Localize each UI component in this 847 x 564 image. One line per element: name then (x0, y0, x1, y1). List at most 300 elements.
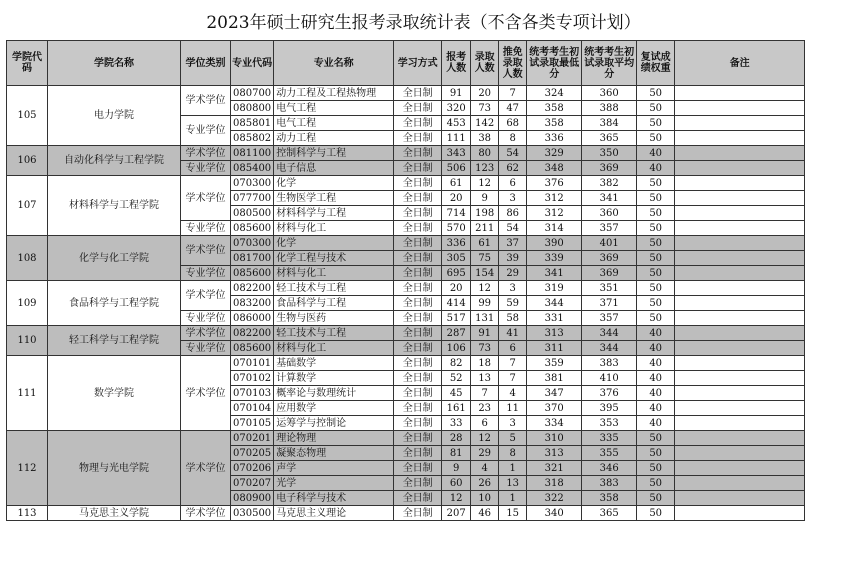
header-cell: 专业代码 (231, 41, 274, 86)
applicants-cell: 336 (442, 236, 471, 251)
retest-weight-cell: 50 (637, 461, 675, 476)
major-code-cell: 081700 (231, 251, 274, 266)
degree-type-cell: 学术学位 (181, 356, 231, 431)
retest-weight-cell: 40 (637, 341, 675, 356)
min-score-cell: 344 (527, 296, 582, 311)
major-name-cell: 材料与化工 (274, 341, 394, 356)
major-name-cell: 声学 (274, 461, 394, 476)
recommended-cell: 7 (499, 86, 527, 101)
min-score-cell: 347 (527, 386, 582, 401)
admitted-cell: 10 (471, 491, 499, 506)
major-code-cell: 070205 (231, 446, 274, 461)
applicants-cell: 207 (442, 506, 471, 521)
avg-score-cell: 358 (582, 491, 637, 506)
major-code-cell: 070103 (231, 386, 274, 401)
study-mode-cell: 全日制 (394, 146, 442, 161)
header-cell: 学院名称 (48, 41, 181, 86)
major-code-cell: 070300 (231, 176, 274, 191)
admission-table (6, 40, 805, 521)
recommended-cell: 3 (499, 281, 527, 296)
study-mode-cell: 全日制 (394, 176, 442, 191)
applicants-cell: 343 (442, 146, 471, 161)
admitted-cell: 99 (471, 296, 499, 311)
retest-weight-cell: 40 (637, 416, 675, 431)
major-name-cell: 材料与化工 (274, 221, 394, 236)
table-row (7, 176, 805, 191)
admitted-cell: 12 (471, 281, 499, 296)
min-score-cell: 313 (527, 326, 582, 341)
note-cell (675, 191, 805, 206)
min-score-cell: 319 (527, 281, 582, 296)
avg-score-cell: 388 (582, 101, 637, 116)
table-row (7, 236, 805, 251)
major-code-cell: 080800 (231, 101, 274, 116)
note-cell (675, 401, 805, 416)
major-name-cell: 应用数学 (274, 401, 394, 416)
applicants-cell: 106 (442, 341, 471, 356)
header-cell: 学习方式 (394, 41, 442, 86)
retest-weight-cell: 50 (637, 176, 675, 191)
admitted-cell: 4 (471, 461, 499, 476)
applicants-cell: 506 (442, 161, 471, 176)
major-name-cell: 马克思主义理论 (274, 506, 394, 521)
avg-score-cell: 360 (582, 86, 637, 101)
min-score-cell: 313 (527, 446, 582, 461)
major-code-cell: 085600 (231, 221, 274, 236)
major-code-cell: 070105 (231, 416, 274, 431)
study-mode-cell: 全日制 (394, 416, 442, 431)
degree-type-cell: 学术学位 (181, 86, 231, 116)
applicants-cell: 91 (442, 86, 471, 101)
admitted-cell: 38 (471, 131, 499, 146)
applicants-cell: 695 (442, 266, 471, 281)
avg-score-cell: 357 (582, 221, 637, 236)
admitted-cell: 142 (471, 116, 499, 131)
recommended-cell: 6 (499, 341, 527, 356)
major-code-cell: 085600 (231, 341, 274, 356)
recommended-cell: 8 (499, 131, 527, 146)
min-score-cell: 314 (527, 221, 582, 236)
retest-weight-cell: 40 (637, 356, 675, 371)
applicants-cell: 453 (442, 116, 471, 131)
retest-weight-cell: 50 (637, 86, 675, 101)
college-code-cell: 112 (7, 431, 48, 506)
major-code-cell: 070104 (231, 401, 274, 416)
min-score-cell: 329 (527, 146, 582, 161)
retest-weight-cell: 50 (637, 221, 675, 236)
study-mode-cell: 全日制 (394, 161, 442, 176)
degree-type-cell: 专业学位 (181, 221, 231, 236)
retest-weight-cell: 40 (637, 161, 675, 176)
major-name-cell: 概率论与数理统计 (274, 386, 394, 401)
major-name-cell: 电气工程 (274, 116, 394, 131)
retest-weight-cell: 50 (637, 476, 675, 491)
admitted-cell: 131 (471, 311, 499, 326)
note-cell (675, 161, 805, 176)
min-score-cell: 358 (527, 116, 582, 131)
major-name-cell: 光学 (274, 476, 394, 491)
major-name-cell: 化学工程与技术 (274, 251, 394, 266)
recommended-cell: 11 (499, 401, 527, 416)
study-mode-cell: 全日制 (394, 101, 442, 116)
min-score-cell: 324 (527, 86, 582, 101)
college-code-cell: 108 (7, 236, 48, 281)
degree-type-cell: 学术学位 (181, 176, 231, 221)
avg-score-cell: 376 (582, 386, 637, 401)
note-cell (675, 281, 805, 296)
major-name-cell: 电子信息 (274, 161, 394, 176)
table-row (7, 356, 805, 371)
note-cell (675, 206, 805, 221)
admitted-cell: 6 (471, 416, 499, 431)
note-cell (675, 86, 805, 101)
min-score-cell: 312 (527, 191, 582, 206)
avg-score-cell: 357 (582, 311, 637, 326)
admitted-cell: 46 (471, 506, 499, 521)
applicants-cell: 33 (442, 416, 471, 431)
avg-score-cell: 365 (582, 131, 637, 146)
recommended-cell: 15 (499, 506, 527, 521)
header-cell: 统考考生初试录取最低分 (527, 41, 582, 86)
recommended-cell: 13 (499, 476, 527, 491)
applicants-cell: 12 (442, 491, 471, 506)
major-code-cell: 082200 (231, 326, 274, 341)
note-cell (675, 371, 805, 386)
note-cell (675, 326, 805, 341)
major-name-cell: 运筹学与控制论 (274, 416, 394, 431)
table-row (7, 431, 805, 446)
major-code-cell: 080500 (231, 206, 274, 221)
min-score-cell: 312 (527, 206, 582, 221)
major-name-cell: 计算数学 (274, 371, 394, 386)
major-code-cell: 070201 (231, 431, 274, 446)
avg-score-cell: 384 (582, 116, 637, 131)
note-cell (675, 116, 805, 131)
recommended-cell: 39 (499, 251, 527, 266)
note-cell (675, 266, 805, 281)
avg-score-cell: 410 (582, 371, 637, 386)
major-code-cell: 070206 (231, 461, 274, 476)
retest-weight-cell: 40 (637, 401, 675, 416)
degree-type-cell: 专业学位 (181, 341, 231, 356)
major-code-cell: 085600 (231, 266, 274, 281)
avg-score-cell: 369 (582, 266, 637, 281)
admitted-cell: 7 (471, 386, 499, 401)
admitted-cell: 26 (471, 476, 499, 491)
note-cell (675, 386, 805, 401)
college-name-cell: 轻工科学与工程学院 (48, 326, 181, 356)
major-code-cell: 085400 (231, 161, 274, 176)
avg-score-cell: 351 (582, 281, 637, 296)
major-code-cell: 070300 (231, 236, 274, 251)
major-name-cell: 电气工程 (274, 101, 394, 116)
college-code-cell: 110 (7, 326, 48, 356)
degree-type-cell: 专业学位 (181, 311, 231, 326)
major-code-cell: 081100 (231, 146, 274, 161)
applicants-cell: 111 (442, 131, 471, 146)
applicants-cell: 20 (442, 281, 471, 296)
study-mode-cell: 全日制 (394, 431, 442, 446)
header-cell: 复试成绩权重 (637, 41, 675, 86)
study-mode-cell: 全日制 (394, 446, 442, 461)
college-code-cell: 105 (7, 86, 48, 146)
recommended-cell: 37 (499, 236, 527, 251)
avg-score-cell: 369 (582, 251, 637, 266)
college-name-cell: 物理与光电学院 (48, 431, 181, 506)
note-cell (675, 446, 805, 461)
table-row (7, 86, 805, 101)
major-name-cell: 基础数学 (274, 356, 394, 371)
note-cell (675, 311, 805, 326)
avg-score-cell: 383 (582, 356, 637, 371)
study-mode-cell: 全日制 (394, 326, 442, 341)
header-cell: 专业名称 (274, 41, 394, 86)
admitted-cell: 198 (471, 206, 499, 221)
header-cell: 统考考生初试录取平均分 (582, 41, 637, 86)
admitted-cell: 61 (471, 236, 499, 251)
college-name-cell: 食品科学与工程学院 (48, 281, 181, 326)
retest-weight-cell: 50 (637, 131, 675, 146)
admitted-cell: 12 (471, 431, 499, 446)
major-name-cell: 动力工程 (274, 131, 394, 146)
admitted-cell: 13 (471, 371, 499, 386)
header-cell: 推免录取人数 (499, 41, 527, 86)
admitted-cell: 73 (471, 101, 499, 116)
major-code-cell: 070101 (231, 356, 274, 371)
retest-weight-cell: 40 (637, 326, 675, 341)
admitted-cell: 91 (471, 326, 499, 341)
retest-weight-cell: 50 (637, 281, 675, 296)
study-mode-cell: 全日制 (394, 296, 442, 311)
min-score-cell: 359 (527, 356, 582, 371)
avg-score-cell: 371 (582, 296, 637, 311)
recommended-cell: 3 (499, 416, 527, 431)
min-score-cell: 336 (527, 131, 582, 146)
min-score-cell: 310 (527, 431, 582, 446)
study-mode-cell: 全日制 (394, 371, 442, 386)
recommended-cell: 5 (499, 431, 527, 446)
note-cell (675, 356, 805, 371)
applicants-cell: 52 (442, 371, 471, 386)
major-name-cell: 生物与医药 (274, 311, 394, 326)
applicants-cell: 45 (442, 386, 471, 401)
retest-weight-cell: 40 (637, 146, 675, 161)
min-score-cell: 348 (527, 161, 582, 176)
note-cell (675, 176, 805, 191)
degree-type-cell: 学术学位 (181, 431, 231, 506)
degree-type-cell: 学术学位 (181, 236, 231, 266)
admitted-cell: 12 (471, 176, 499, 191)
note-cell (675, 341, 805, 356)
note-cell (675, 131, 805, 146)
avg-score-cell: 350 (582, 146, 637, 161)
retest-weight-cell: 50 (637, 266, 675, 281)
min-score-cell: 370 (527, 401, 582, 416)
recommended-cell: 1 (499, 491, 527, 506)
major-code-cell: 070102 (231, 371, 274, 386)
college-name-cell: 自动化科学与工程学院 (48, 146, 181, 176)
recommended-cell: 68 (499, 116, 527, 131)
study-mode-cell: 全日制 (394, 221, 442, 236)
admitted-cell: 154 (471, 266, 499, 281)
retest-weight-cell: 40 (637, 371, 675, 386)
major-code-cell: 082200 (231, 281, 274, 296)
applicants-cell: 20 (442, 191, 471, 206)
major-name-cell: 理论物理 (274, 431, 394, 446)
avg-score-cell: 369 (582, 161, 637, 176)
college-code-cell: 109 (7, 281, 48, 326)
major-name-cell: 凝聚态物理 (274, 446, 394, 461)
retest-weight-cell: 50 (637, 431, 675, 446)
min-score-cell: 358 (527, 101, 582, 116)
min-score-cell: 334 (527, 416, 582, 431)
min-score-cell: 318 (527, 476, 582, 491)
study-mode-cell: 全日制 (394, 401, 442, 416)
admitted-cell: 211 (471, 221, 499, 236)
study-mode-cell: 全日制 (394, 206, 442, 221)
recommended-cell: 7 (499, 371, 527, 386)
note-cell (675, 146, 805, 161)
note-cell (675, 251, 805, 266)
min-score-cell: 322 (527, 491, 582, 506)
retest-weight-cell: 50 (637, 446, 675, 461)
admitted-cell: 29 (471, 446, 499, 461)
min-score-cell: 311 (527, 341, 582, 356)
table-row (7, 506, 805, 521)
college-name-cell: 材料科学与工程学院 (48, 176, 181, 236)
major-name-cell: 控制科学与工程 (274, 146, 394, 161)
recommended-cell: 54 (499, 146, 527, 161)
major-name-cell: 电子科学与技术 (274, 491, 394, 506)
recommended-cell: 54 (499, 221, 527, 236)
avg-score-cell: 335 (582, 431, 637, 446)
applicants-cell: 320 (442, 101, 471, 116)
study-mode-cell: 全日制 (394, 191, 442, 206)
recommended-cell: 1 (499, 461, 527, 476)
major-name-cell: 动力工程及工程热物理 (274, 86, 394, 101)
avg-score-cell: 346 (582, 461, 637, 476)
admitted-cell: 73 (471, 341, 499, 356)
min-score-cell: 331 (527, 311, 582, 326)
retest-weight-cell: 50 (637, 101, 675, 116)
college-code-cell: 113 (7, 506, 48, 521)
college-name-cell: 马克思主义学院 (48, 506, 181, 521)
applicants-cell: 161 (442, 401, 471, 416)
major-name-cell: 材料与化工 (274, 266, 394, 281)
degree-type-cell: 专业学位 (181, 116, 231, 146)
major-name-cell: 轻工技术与工程 (274, 281, 394, 296)
degree-type-cell: 学术学位 (181, 281, 231, 311)
degree-type-cell: 学术学位 (181, 326, 231, 341)
table-body (7, 86, 805, 521)
study-mode-cell: 全日制 (394, 116, 442, 131)
avg-score-cell: 355 (582, 446, 637, 461)
page-title: 2023年硕士研究生报考录取统计表（不含各类专项计划） (206, 13, 641, 33)
major-code-cell: 086000 (231, 311, 274, 326)
major-code-cell: 080900 (231, 491, 274, 506)
header-cell: 备注 (675, 41, 805, 86)
major-name-cell: 化学 (274, 176, 394, 191)
major-code-cell: 085801 (231, 116, 274, 131)
major-name-cell: 食品科学与工程 (274, 296, 394, 311)
study-mode-cell: 全日制 (394, 266, 442, 281)
note-cell (675, 461, 805, 476)
retest-weight-cell: 50 (637, 206, 675, 221)
retest-weight-cell: 50 (637, 191, 675, 206)
avg-score-cell: 344 (582, 326, 637, 341)
avg-score-cell: 382 (582, 176, 637, 191)
college-name-cell: 数学学院 (48, 356, 181, 431)
applicants-cell: 714 (442, 206, 471, 221)
study-mode-cell: 全日制 (394, 131, 442, 146)
avg-score-cell: 344 (582, 341, 637, 356)
table-row (7, 281, 805, 296)
avg-score-cell: 341 (582, 191, 637, 206)
min-score-cell: 390 (527, 236, 582, 251)
study-mode-cell: 全日制 (394, 461, 442, 476)
major-code-cell: 080700 (231, 86, 274, 101)
note-cell (675, 431, 805, 446)
avg-score-cell: 383 (582, 476, 637, 491)
retest-weight-cell: 40 (637, 386, 675, 401)
note-cell (675, 101, 805, 116)
study-mode-cell: 全日制 (394, 281, 442, 296)
study-mode-cell: 全日制 (394, 236, 442, 251)
applicants-cell: 414 (442, 296, 471, 311)
retest-weight-cell: 50 (637, 251, 675, 266)
recommended-cell: 6 (499, 176, 527, 191)
min-score-cell: 340 (527, 506, 582, 521)
applicants-cell: 9 (442, 461, 471, 476)
study-mode-cell: 全日制 (394, 311, 442, 326)
degree-type-cell: 学术学位 (181, 506, 231, 521)
college-code-cell: 106 (7, 146, 48, 176)
major-name-cell: 生物医学工程 (274, 191, 394, 206)
college-name-cell: 化学与化工学院 (48, 236, 181, 281)
admitted-cell: 20 (471, 86, 499, 101)
min-score-cell: 321 (527, 461, 582, 476)
major-code-cell: 077700 (231, 191, 274, 206)
min-score-cell: 339 (527, 251, 582, 266)
college-code-cell: 111 (7, 356, 48, 431)
degree-type-cell: 专业学位 (181, 266, 231, 281)
applicants-cell: 82 (442, 356, 471, 371)
applicants-cell: 61 (442, 176, 471, 191)
major-code-cell: 070207 (231, 476, 274, 491)
college-name-cell: 电力学院 (48, 86, 181, 146)
header-cell: 学院代码 (7, 41, 48, 86)
degree-type-cell: 专业学位 (181, 161, 231, 176)
table-row (7, 326, 805, 341)
recommended-cell: 59 (499, 296, 527, 311)
note-cell (675, 491, 805, 506)
study-mode-cell: 全日制 (394, 341, 442, 356)
applicants-cell: 81 (442, 446, 471, 461)
note-cell (675, 236, 805, 251)
avg-score-cell: 401 (582, 236, 637, 251)
recommended-cell: 62 (499, 161, 527, 176)
header-row (7, 41, 805, 86)
major-name-cell: 轻工技术与工程 (274, 326, 394, 341)
applicants-cell: 305 (442, 251, 471, 266)
major-name-cell: 材料科学与工程 (274, 206, 394, 221)
recommended-cell: 47 (499, 101, 527, 116)
retest-weight-cell: 50 (637, 506, 675, 521)
applicants-cell: 517 (442, 311, 471, 326)
avg-score-cell: 353 (582, 416, 637, 431)
major-name-cell: 化学 (274, 236, 394, 251)
admitted-cell: 18 (471, 356, 499, 371)
